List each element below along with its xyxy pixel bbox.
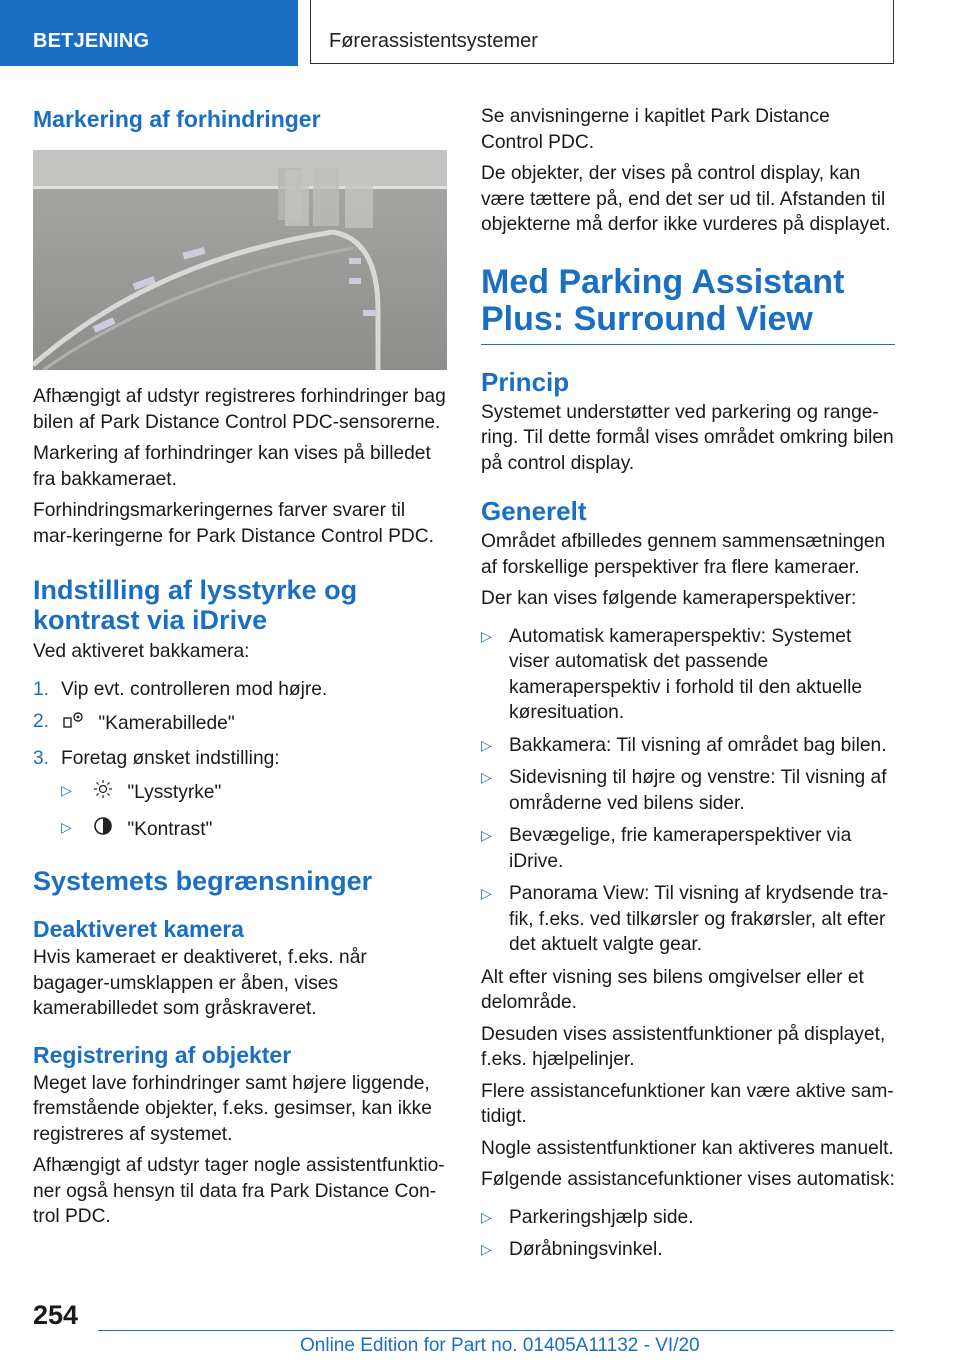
paragraph: Der kan vises følgende kameraperspektiver: xyxy=(481,588,857,609)
paragraph: Flere assistancefunktioner kan være aktive sam-tidigt. xyxy=(481,1080,894,1127)
sub-text: "Lysstyrke" xyxy=(127,781,222,803)
list-item xyxy=(481,881,895,958)
left-column xyxy=(33,100,447,1236)
paragraph: Hvis kameraet er deaktiveret, f.eks. når bagager-umsklappen er åben, vises kamerabilledet som gråskraveret. xyxy=(33,947,367,1019)
chapter-label: Førerassistentsystemer xyxy=(329,30,538,52)
triangle-bullet-icon: ▷ xyxy=(61,818,72,835)
step-item xyxy=(33,709,447,739)
paragraph: De objekter, der vises på control display, kan være tættere på, end det ser ud til. Afstanden til objekterne må derfor ikke vurderes på displayet. xyxy=(481,163,891,235)
step-number: 1. xyxy=(33,678,50,700)
triangle-bullet-icon: ▷ xyxy=(481,885,492,901)
sub-item xyxy=(33,815,447,845)
list-item xyxy=(481,624,895,726)
paragraph: Nogle assistentfunktioner kan aktiveres manuelt. xyxy=(481,1137,894,1159)
step-item xyxy=(33,746,447,772)
heading-registrering: Registrering af objekter xyxy=(33,1041,292,1068)
heading-markering: Markering af forhindringer xyxy=(33,106,321,132)
list-item-text: Automatisk kameraperspektiv: Systemet viser automatisk det passende kameraperspektiv i forhold til den aktuelle køresituation. xyxy=(509,625,863,723)
list-item xyxy=(481,765,895,816)
heading-generelt: Generelt xyxy=(481,496,587,526)
list-item xyxy=(481,733,895,759)
list-item-text: Panorama View: Til visning af krydsende tra-fik, f.eks. ved tilkørsler og frakørsler, alt efter det aktuelt valgte gear. xyxy=(509,883,889,955)
brightness-icon xyxy=(90,778,116,808)
heading-princip: Princip xyxy=(481,366,570,397)
triangle-bullet-icon: ▷ xyxy=(481,827,492,843)
heading-indstilling: Indstilling af lysstyrke og kontrast via iDrive xyxy=(33,575,358,635)
triangle-bullet-icon: ▷ xyxy=(481,627,492,644)
triangle-bullet-icon: ▷ xyxy=(61,782,72,798)
list-item-text: Sidevisning til højre og venstre: Til visning af områderne ved bilens sider. xyxy=(509,767,887,814)
triangle-bullet-icon: ▷ xyxy=(481,1241,492,1257)
list-item-text: Parkeringshjælp side. xyxy=(509,1206,694,1228)
step-text: "Kamerabillede" xyxy=(98,712,235,734)
list-item xyxy=(481,1237,895,1263)
paragraph: Forhindringsmarkeringernes farver svarer til mar-keringerne for Park Distance Control PDC. xyxy=(33,500,434,547)
paragraph: Desuden vises assistentfunktioner på displayet, f.eks. hjælpelinjer. xyxy=(481,1023,886,1070)
right-column xyxy=(481,100,895,1270)
heading-systemets: Systemets begrænsninger xyxy=(33,866,373,896)
triangle-bullet-icon: ▷ xyxy=(481,736,492,753)
paragraph: Systemet understøtter ved parkering og range-ring. Til dette formål vises området omkring bilen på control display. xyxy=(481,401,894,474)
paragraph: Ved aktiveret bakkamera: xyxy=(33,641,250,662)
triangle-bullet-icon: ▷ xyxy=(481,1208,492,1225)
step-text: Vip evt. controlleren mod højre. xyxy=(61,678,328,700)
camera-settings-icon xyxy=(61,709,87,739)
heading-rule xyxy=(481,344,895,345)
sub-item xyxy=(33,778,447,808)
list-item-text: Bakkamera: Til visning af området bag bilen. xyxy=(509,734,887,756)
step-number: 3. xyxy=(33,747,50,769)
step-text: Foretag ønsket indstilling: xyxy=(61,747,280,769)
list-item xyxy=(481,823,895,874)
section-label: BETJENING xyxy=(33,30,150,52)
paragraph: Se anvisningerne i kapitlet Park Distance Control PDC. xyxy=(481,106,830,153)
list-item-text: Bevægelige, frie kameraperspektiver via iDrive. xyxy=(509,825,852,872)
paragraph: Meget lave forhindringer samt højere liggende, fremstående objekter, f.eks. gesimser, kan ikke registreres af systemet. xyxy=(33,1072,432,1145)
triangle-bullet-icon: ▷ xyxy=(481,769,492,785)
heading-deaktiveret: Deaktiveret kamera xyxy=(33,916,244,942)
footer-rule xyxy=(98,1330,894,1331)
rear-camera-image xyxy=(33,150,447,370)
list-item-text: Døråbningsvinkel. xyxy=(509,1239,663,1260)
paragraph: Området afbilledes gennem sammensætningen af forskellige perspektiver fra flere kameraer. xyxy=(481,531,886,578)
heading-med-parking: Med Parking Assistant Plus: Surround View xyxy=(481,262,845,338)
paragraph: Markering af forhindringer kan vises på billedet fra bakkameraet. xyxy=(33,443,431,490)
edition-text: Online Edition for Part no. 01405A11132 - VI/20 xyxy=(300,1335,700,1356)
sub-text: "Kontrast" xyxy=(127,818,213,840)
step-item xyxy=(33,677,447,703)
paragraph: Alt efter visning ses bilens omgivelser eller et delområde. xyxy=(481,966,864,1013)
paragraph: Afhængigt af udstyr tager nogle assistentfunktio-ner også hensyn til data fra Park Distance Con-trol PDC. xyxy=(33,1155,445,1227)
list-item xyxy=(481,1205,895,1231)
contrast-icon xyxy=(90,815,116,845)
paragraph: Følgende assistancefunktioner vises automatisk: xyxy=(481,1169,895,1190)
step-number: 2. xyxy=(33,711,50,732)
page-number: 254 xyxy=(33,1300,79,1330)
paragraph: Afhængigt af udstyr registreres forhindringer bag bilen af Park Distance Control PDC-sensorerne. xyxy=(33,386,446,433)
camera-illustration xyxy=(33,150,447,370)
page-header xyxy=(0,0,960,66)
chapter-tab xyxy=(310,0,894,64)
section-tab xyxy=(0,0,298,66)
